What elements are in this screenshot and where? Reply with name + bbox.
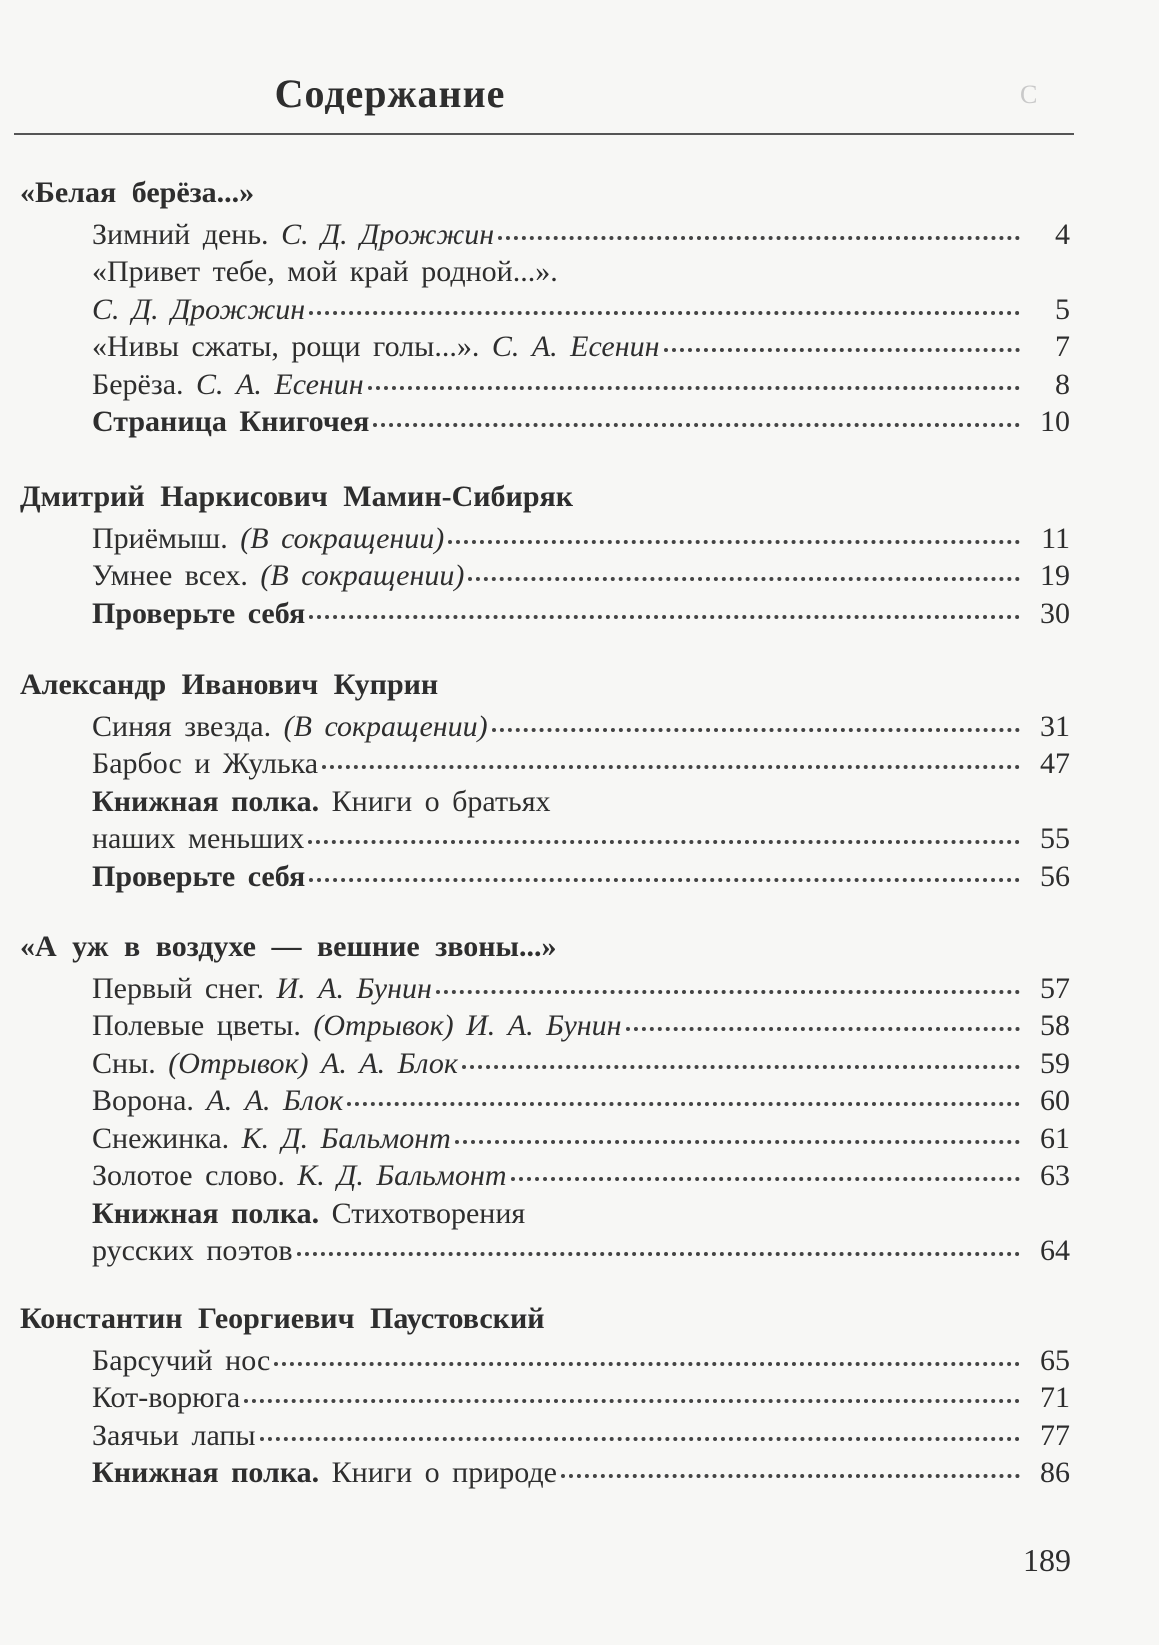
entry-text [92,747,318,781]
page-number: 189 [1023,1542,1071,1578]
entry-title: Снежинка. [92,1121,230,1155]
leader-dots [436,982,1020,994]
entry-page-number: 59 [1040,1046,1070,1080]
entry-page-number: 19 [1040,559,1070,592]
entry-bold-label: Проверьте себя [92,859,306,893]
leader-dots [462,1057,1020,1069]
entry-text [92,1456,557,1490]
toc-entry[interactable] [92,1234,1070,1274]
entry-author: С. А. Есенин [491,330,660,363]
leader-dots [664,340,1020,352]
entry-title: Приёмыш. [92,521,228,555]
toc-entry[interactable] [92,972,1070,1012]
entry-title: Заячьи лапы [92,1418,256,1452]
entry-text [92,972,432,1006]
entry-text [92,597,305,631]
entry-text [92,1419,256,1453]
entry-page-number: 71 [1040,1381,1070,1414]
toc-entry[interactable] [92,597,1070,637]
entry-text [92,368,364,402]
title-divider [14,133,1074,135]
toc-entry[interactable] [92,860,1070,900]
entry-text [92,218,494,252]
section-title: Дмитрий Наркисович Мамин-Сибиряк [20,480,574,513]
entry-page-number: 11 [1041,521,1070,555]
toc-entry[interactable] [92,1381,1070,1421]
entry-page-number: 30 [1040,596,1070,630]
toc-entry[interactable] [92,218,1070,258]
entry-text [92,559,464,593]
entry-page-number: 63 [1040,1159,1070,1192]
entry-page-number: 61 [1040,1121,1070,1155]
toc-entry[interactable] [92,822,1070,862]
leader-dots [626,1019,1020,1031]
toc-entry-first-line [92,1197,525,1231]
toc-entry[interactable] [92,710,1070,750]
entry-text [92,1122,451,1156]
entry-title: Золотое слово. [92,1159,285,1192]
entry-title: Первый снег. [92,971,264,1005]
entry-note: (Отрывок) [313,1009,454,1042]
section-title: Константин Георгиевич Паустовский [20,1302,545,1335]
entry-title: Берёза. [92,367,184,401]
leader-dots [347,1094,1020,1106]
entry-text [92,405,369,439]
toc-entry[interactable] [92,1084,1070,1124]
entry-author: С. Д. Дрожжин [281,217,495,251]
entry-page-number: 57 [1040,971,1070,1005]
entry-page-number: 7 [1055,330,1070,363]
entry-page-number: 77 [1040,1418,1070,1452]
toc-entry[interactable] [92,368,1070,408]
entry-title: Книги о природе [331,1456,557,1489]
entry-title: «Привет тебе, мой край родной...». [92,255,558,288]
entry-page-number: 56 [1040,859,1070,893]
entry-author: К. Д. Бальмонт [241,1121,451,1155]
entry-title-continued: русских поэтов [92,1234,293,1267]
section-title: «Белая берёза...» [20,176,255,209]
entry-author: К. Д. Бальмонт [297,1159,507,1192]
leader-dots [373,415,1020,427]
leader-dots [309,870,1020,882]
leader-dots [455,1132,1020,1144]
entry-page-number: 5 [1055,292,1070,326]
entry-author: И. А. Бунин [466,1009,622,1042]
leader-dots [511,1169,1021,1181]
entry-bold-label: Страница Книгочея [92,405,370,438]
toc-entry-first-line [92,785,551,819]
leader-dots [309,303,1020,315]
leader-dots [274,1354,1020,1366]
leader-dots [322,757,1020,769]
section-title: «А уж в воздухе — вешние звоны...» [20,930,557,963]
entry-text [92,1381,240,1415]
page-title: Содержание [274,71,506,116]
toc-entry[interactable] [92,1047,1070,1087]
entry-page-number: 65 [1040,1343,1070,1377]
entry-title: Барбос и Жулька [92,747,319,780]
toc-entry[interactable] [92,1159,1070,1199]
entry-bold-label: Книжная полка. [92,784,320,818]
toc-entry[interactable] [92,1122,1070,1162]
entry-page-number: 55 [1040,822,1070,855]
entry-author: И. А. Бунин [276,971,432,1005]
entry-title: Зимний день. [92,217,269,251]
entry-text [92,330,660,364]
toc-entry[interactable] [92,522,1070,562]
entry-text [92,1159,507,1193]
entry-text [92,822,304,856]
entry-text [92,522,444,556]
entry-title: «Нивы сжаты, рощи голы...». [92,330,480,363]
entry-text [92,1009,622,1043]
bleed-through-text: С [1020,80,1038,109]
entry-page-number: 64 [1040,1234,1070,1267]
toc-entry[interactable] [92,330,1070,370]
entry-text [92,1234,293,1268]
toc-entry[interactable] [92,1419,1070,1459]
leader-dots [260,1429,1020,1441]
entry-title: Синяя звезда. [92,709,272,743]
entry-text [92,293,305,327]
leader-dots [308,832,1020,844]
leader-dots [498,228,1020,240]
entry-title: Ворона. [92,1084,194,1117]
toc-entry-first-line [92,255,558,289]
leader-dots [244,1391,1020,1403]
entry-author: А. А. Блок [206,1084,344,1117]
entry-page-number: 86 [1040,1456,1070,1489]
entry-title: Сны. [92,1046,156,1080]
entry-text [92,1344,270,1378]
entry-page-number: 58 [1040,1009,1070,1042]
leader-dots [492,720,1020,732]
entry-title: Полевые цветы. [92,1009,301,1042]
entry-page-number: 8 [1055,367,1070,401]
leader-dots [297,1244,1020,1256]
entry-note: (В сокращении) [240,521,445,555]
entry-page-number: 47 [1040,747,1070,780]
toc-entry[interactable] [92,1009,1070,1049]
entry-title: Барсучий нос [92,1343,271,1377]
toc-entry[interactable] [92,293,1070,333]
toc-entry[interactable] [92,1344,1070,1384]
entry-page-number: 4 [1055,217,1070,251]
entry-text [92,1084,343,1118]
leader-dots [468,569,1020,581]
entry-author: А. А. Блок [321,1046,458,1080]
entry-text [92,1047,458,1081]
entry-page-number: 60 [1040,1084,1070,1117]
entry-note: (В сокращении) [283,709,488,743]
toc-entry[interactable] [92,1456,1070,1496]
entry-title: Умнее всех. [92,559,248,592]
entry-note: (В сокращении) [260,559,465,592]
entry-bold-label: Книжная полка. [92,1456,320,1489]
leader-dots [448,532,1020,544]
entry-page-number: 31 [1040,709,1070,743]
leader-dots [309,607,1020,619]
entry-text [92,860,305,894]
entry-author: С. Д. Дрожжин [92,292,306,326]
entry-bold-label: Проверьте себя [92,596,306,630]
entry-bold-label: Книжная полка. [92,1196,320,1230]
toc-entry[interactable] [92,559,1070,599]
entry-title: Книги о братьях [331,784,551,818]
entry-title: Стихотворения [331,1196,526,1230]
entry-author: С. А. Есенин [196,367,364,401]
leader-dots [368,378,1020,390]
section-title: Александр Иванович Куприн [20,668,439,701]
entry-page-number: 10 [1040,405,1070,438]
entry-note: (Отрывок) [168,1046,309,1080]
toc-entry[interactable] [92,405,1070,445]
entry-title-continued: наших меньших [92,822,305,855]
toc-entry[interactable] [92,747,1070,787]
leader-dots [561,1466,1020,1478]
entry-title: Кот-ворюга [92,1381,241,1414]
entry-text [92,710,488,744]
